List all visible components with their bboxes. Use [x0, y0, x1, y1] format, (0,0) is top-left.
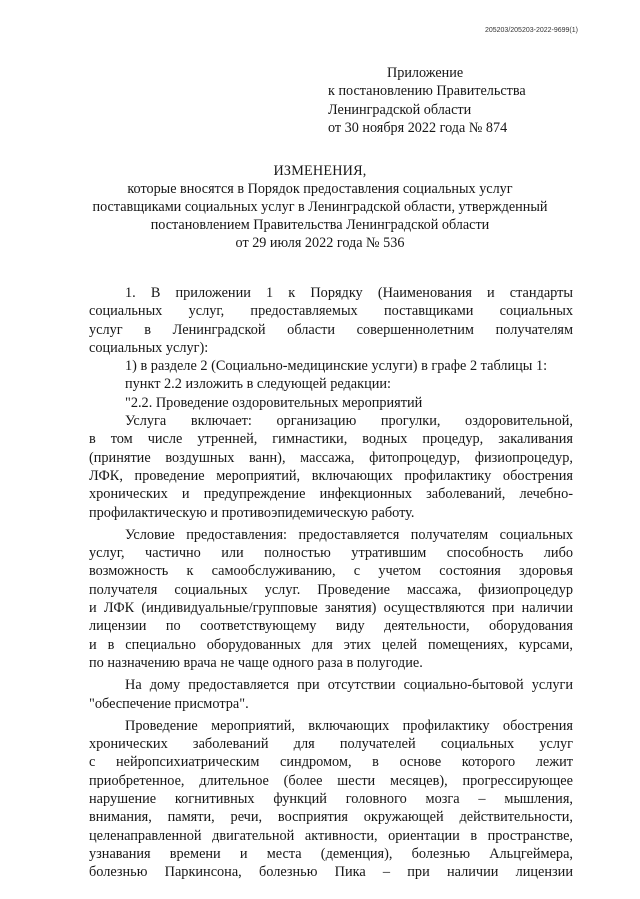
body-line: услуг в Ленинградской области совершеннолетним получателям: [89, 321, 573, 338]
body-line: узнавания времени и места (деменция), болезнью Альцгеймера,: [89, 845, 573, 862]
appendix-title: Приложение: [387, 65, 464, 81]
body-line: и в специально оборудованных для этих целей помещениях, курсами,: [89, 636, 573, 653]
body-line: получателя социальных услуг. Проведение массажа, физиопроцедур: [89, 581, 573, 598]
document-subtitle-line: поставщиками социальных услуг в Ленинградской области, утвержденный: [92, 199, 548, 216]
body-line: нарушение когнитивных функций головного мозга – мышления,: [89, 791, 573, 808]
body-line: лицензии по соответствующему виду деятельности, оборудования: [89, 618, 573, 635]
body-line: профилактическую и противоэпидемическую работу.: [89, 504, 415, 521]
document-subtitle-line: постановлением Правительства Ленинградской области: [150, 217, 490, 234]
body-line: (принятие воздушных ванн), массажа, фитопроцедур, физиопроцедур,: [89, 449, 573, 466]
body-line: Проведение мероприятий, включающих профилактику обострения: [125, 717, 573, 734]
body-line: возможность к самообслуживанию, с учетом состояния здоровья: [89, 563, 573, 580]
document-subtitle-line: которые вносятся в Порядок предоставления социальных услуг: [127, 181, 513, 198]
body-line: с нейропсихиатрическим синдромом, в основе которого лежит: [89, 754, 573, 771]
body-line: ЛФК, проведение мероприятий, включающих профилактику обострения: [89, 467, 573, 484]
body-line: Условие предоставления: предоставляется получателям социальных: [125, 526, 573, 543]
body-line: услуг, частично или полностью утратившим способность либо: [89, 545, 573, 562]
appendix-line: от 30 ноября 2022 года № 874: [328, 120, 508, 137]
body-line: приобретенное, длительное (более шести месяцев), прогрессирующее: [89, 772, 573, 789]
appendix-line: Ленинградской области: [328, 101, 472, 118]
document-heading: ИЗМЕНЕНИЯ,: [273, 163, 367, 179]
appendix-line: к постановлению Правительства: [328, 83, 526, 100]
body-line: в том числе утренней, гимнастики, водных процедур, закаливания: [89, 431, 573, 448]
body-line: социальных услуг, предоставляемых поставщиками социальных: [89, 303, 573, 320]
document-id: 205203/205203-2022-9699(1): [484, 27, 578, 34]
body-line: болезнью Паркинсона, болезнью Пика – при наличии лицензии: [89, 864, 573, 881]
body-line: 1. В приложении 1 к Порядку (Наименования и стандарты: [125, 285, 573, 301]
document-title-block: [60, 162, 580, 252]
document-subtitle-line: от 29 июля 2022 года № 536: [235, 235, 405, 252]
document-body: [89, 284, 573, 882]
body-line: пункт 2.2 изложить в следующей редакции:: [125, 376, 392, 393]
appendix-block: [328, 64, 526, 138]
body-line: и ЛФК (индивидуальные/групповые занятия) осуществляются при наличии: [89, 600, 573, 617]
body-line: социальных услуг):: [89, 339, 209, 356]
body-line: хронических и предупреждение инфекционных заболеваний, лечебно-: [89, 486, 573, 503]
body-line: по назначению врача не чаще одного раза в полугодие.: [89, 654, 423, 671]
body-line: Услуга включает: организацию прогулки, оздоровительной,: [125, 413, 573, 430]
body-line: внимания, памяти, речи, восприятия окружающей действительности,: [89, 809, 573, 826]
body-line: "обеспечение присмотра".: [89, 695, 249, 712]
body-line: На дому предоставляется при отсутствии социально-бытовой услуги: [125, 677, 573, 694]
body-line: целенаправленной двигательной активности, ориентации в пространстве,: [89, 827, 573, 844]
body-line: хронических заболеваний для получателей социальных услуг: [89, 736, 573, 753]
body-line: 1) в разделе 2 (Социально-медицинские услуги) в графе 2 таблицы 1:: [125, 358, 548, 375]
body-line: "2.2. Проведение оздоровительных мероприятий: [125, 394, 423, 411]
